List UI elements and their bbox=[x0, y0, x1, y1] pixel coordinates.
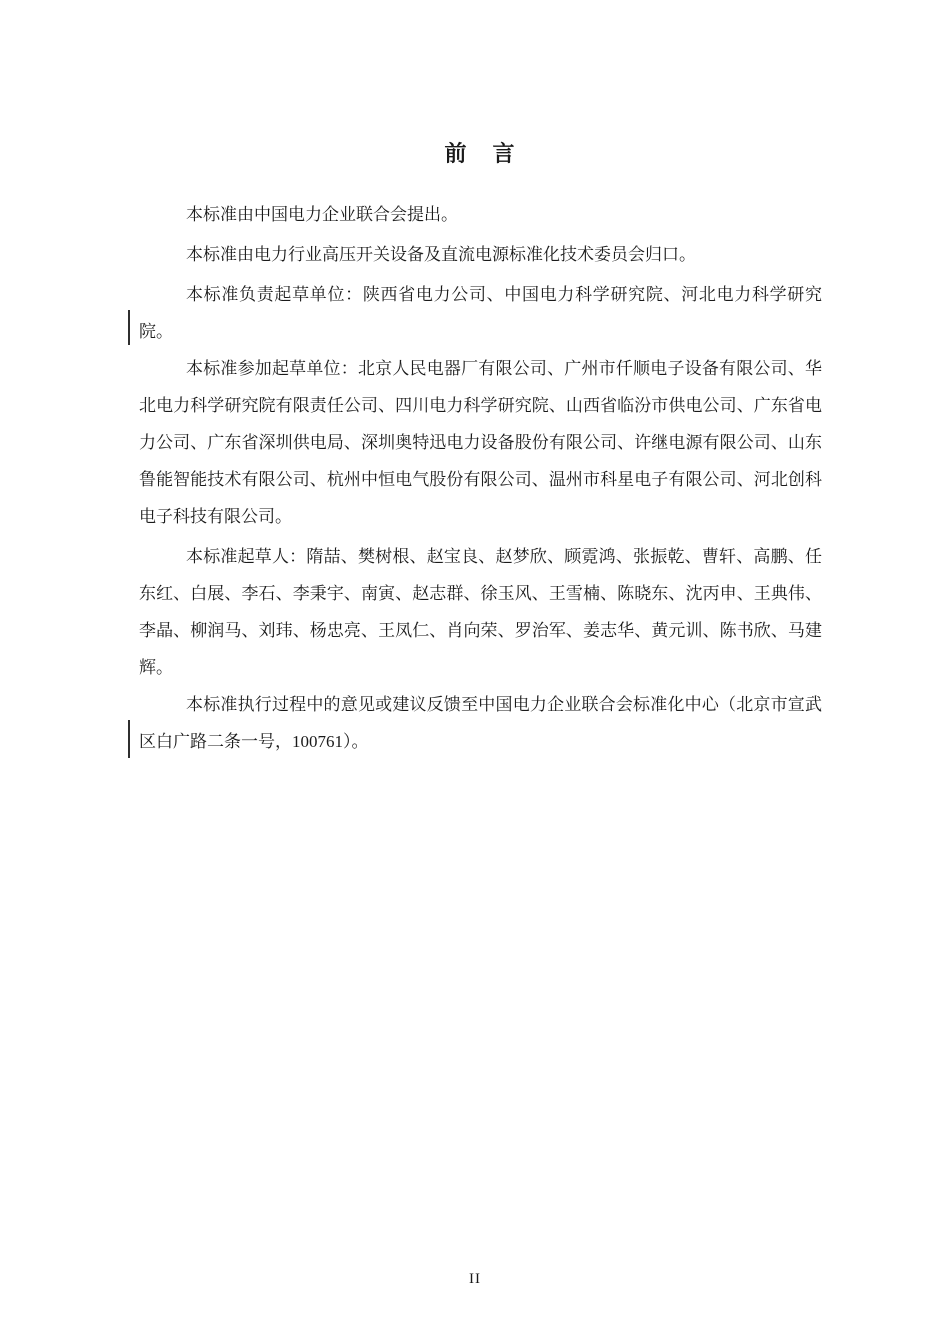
page-content bbox=[139, 140, 822, 760]
paragraph-proposed-by: 本标准由中国电力企业联合会提出。 bbox=[186, 205, 458, 224]
page-title: 前 言 bbox=[444, 141, 517, 166]
paragraph-participating-drafting-units: 本标准参加起草单位：北京人民电器厂有限公司、广州市仟顺电子设备有限公司、华北电力科学研究院有限责任公司、四川电力科学研究院、山西省临汾市供电公司、广东省电力公司、广东省深圳供电局、深圳奥特迅电力设备股份有限公司、许继电源有限公司、山东鲁能智能技术有限公司、杭州中恒电气股份有限公司、温州市科星电子有限公司、河北创科电子科技有限公司。 bbox=[139, 359, 822, 526]
revision-change-bar bbox=[128, 720, 130, 758]
paragraph-responsible-drafting-units: 本标准负责起草单位：陕西省电力公司、中国电力科学研究院、河北电力科学研究院。 bbox=[139, 285, 822, 341]
paragraph-centralized-by: 本标准由电力行业高压开关设备及直流电源标准化技术委员会归口。 bbox=[186, 245, 696, 264]
revision-change-bar bbox=[128, 310, 130, 345]
page-number: II bbox=[469, 1271, 481, 1287]
paragraph-drafters: 本标准起草人：隋喆、樊树根、赵宝良、赵梦欣、顾霓鸿、张振乾、曹轩、高鹏、任东红、白展、李石、李秉宇、南寅、赵志群、徐玉风、王雪楠、陈晓东、沈丙申、王典伟、李晶、柳润马、刘玮、杨忠亮、王凤仁、肖向荣、罗治军、姜志华、黄元训、陈书欣、马建辉。 bbox=[139, 547, 822, 677]
paragraph-feedback-address: 本标准执行过程中的意见或建议反馈至中国电力企业联合会标准化中心（北京市宣武区白广路二条一号，100761）。 bbox=[139, 695, 822, 751]
